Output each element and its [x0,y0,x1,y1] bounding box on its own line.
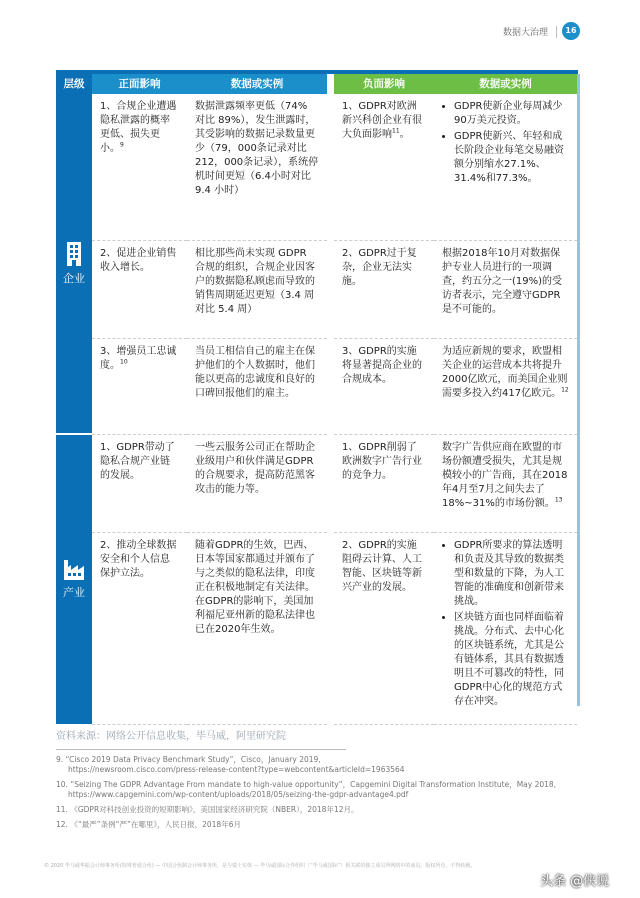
list-item: • GDPR所要求的算法透明和负责及其导致的数据类型和数量的下降，为人工智能的准确度和创新带来挑战。 [454,539,569,609]
negative-data-cell: 数字广告供应商在欧盟的市场份额遭受损失，尤其是规模较小的广告商，其在2018年4月至7月之间失去了18%~31%的市场份额。$^{13}$ [434,434,577,532]
factory-icon [62,558,86,580]
header-negative-data: 数据或实例 [434,74,577,94]
footnote-divider [56,749,346,750]
positive-impact-cell: 3、增强员工忠诚度。$^{10}$ [92,338,187,434]
header-level: 层级 [56,74,92,94]
negative-impact-cell: 2、GDPR过于复杂，企业无法实施。 [334,240,434,338]
table-row [56,240,577,338]
negative-impact-cell: 2、GDPR的实施阻碍云计算、人工智能、区块链等新兴产业的发展。 [334,532,434,724]
header-divider [556,26,557,38]
table-right-accent [577,74,580,706]
source-note: 资料来源：网络公开信息收集，毕马威，阿里研究院 [56,731,286,742]
positive-impact-cell: 2、促进企业销售收入增长。 [92,240,187,338]
footnote-url[interactable]: https://www.capgemini.com/wp-content/uploads/2018/05/seizing-the-gdpr-advantage4.pdf [68,790,409,799]
list-item: • GDPR使新兴、年轻和成长阶段企业每笔交易融资额分别缩水27.1%、31.4%和77.3%。 [454,130,569,186]
building-icon [65,240,83,266]
header-negative-impact: 负面影响 [334,74,434,94]
negative-data-cell [434,532,577,724]
gdpr-impact-table [56,74,577,725]
positive-data-cell: 当员工相信自己的雇主在保护他们的个人数据时，他们能以更高的忠诚度和良好的口碑回报他们的雇主。 [187,338,327,434]
list-item: • GDPR使新企业每周减少90万美元投资。 [454,100,569,128]
positive-data-cell: 一些云服务公司正在帮助企业级用户和伙伴满足GDPR的合规要求，提高防范黑客攻击的能力等。 [187,434,327,532]
page-number: 16 [562,22,580,40]
header-positive-impact: 正面影响 [92,74,187,94]
header-positive-data: 数据或实例 [187,74,327,94]
footnote-11: 11. 《GDPR对科技创业投资的短期影响》，美国国家经济研究院（NBER），2018年12月。 [56,805,359,814]
positive-data-cell: 数据泄露频率更低（74% 对比 89%），发生泄露时，其受影响的数据记录数量更少（79，000条记录对比212，000条记录），系统停机时间更短（6.4小时对比 9.4 小时） [187,94,327,240]
table-row [56,532,577,724]
table-row [56,338,577,434]
level-industry [56,434,92,724]
positive-impact-cell: 1、GDPR带动了隐私合规产业链的发展。 [92,434,187,532]
table-row [56,434,577,532]
negative-data-cell: 根据2018年10月对数据保护专业人员进行的一项调查，约五分之一(19%)的受访者表示，完全遵守GDPR是不可能的。 [434,240,577,338]
table-header-row [56,74,577,94]
positive-data-cell: 相比那些尚未实现 GDPR 合规的组织，合规企业因客户的数据隐私顾虑而导致的销售周期延迟更短（3.4 周对比 5.4 周） [187,240,327,338]
positive-data-cell: 随着GDPR的生效，巴西、日本等国家都通过并颁布了与之类似的隐私法律，印度正在积极地制定有关法律。在GDPR的影响下，美国加利福尼亚州新的隐私法律也已在2020年生效。 [187,532,327,724]
negative-data-cell: 为适应新规的要求，欧盟相关企业的运营成本共将提升2000亿欧元，而美国企业则需要多投入约417亿欧元。$^{12}$ [434,338,577,434]
footnote-12: 12. 《“最严”条例“严”在哪里》，人民日报，2018年6月 [56,820,241,829]
level-enterprise [56,94,92,434]
document-title: 数据大治理 [502,28,548,38]
footnote-10: 10. “Seizing The GDPR Advantage From mandate to high-value opportunity”，Capgemini Digital Transformation Institute，May 2018, https://www.capgemini.com/wp-content/uploads/2018/05/seizing-the-gdpr-advantage4.pdf [56,780,557,799]
negative-impact-cell: 3、GDPR的实施将显著提高企业的合规成本。 [334,338,434,434]
negative-impact-cell: 1、GDPR对欧洲新兴科创企业有很大负面影响$^{11}$。 [334,94,434,240]
footnote-url[interactable]: https://newsroom.cisco.com/press-release-content?type=webcontent&articleId=1963564 [68,765,405,774]
list-item: • 区块链方面也同样面临着挑战。分布式、去中心化的区块链系统，尤其是公有链体系，其具有数据透明且不可篡改的特性，同GDPR中心化的规范方式存在冲突。 [454,611,569,709]
copyright-notice: © 2020 毕马威华振会计师事务所(特殊普通合伙) — 中国合伙制会计师事务所，是与瑞士实体 — 毕马威国际合作组织（“毕马威国际”）相关联的独立成员所网络中的成员。版权所有，不得转载。 [44,863,476,869]
level-label-enterprise: 企业 [63,272,85,285]
negative-data-cell [434,94,577,240]
level-label-industry: 产业 [63,586,85,599]
footnote-9: 9. “Cisco 2019 Data Privacy Benchmark Study”，Cisco，January 2019, https://newsroom.cisco.com/press-release-content?type=webcontent&articleId=1963564 [56,755,405,774]
positive-impact-cell: 2、推动全球数据安全和个人信息保护立法。 [92,532,187,724]
positive-impact-cell: 1、合规企业遭遇隐私泄露的概率更低、损失更小。$^9$ [92,94,187,240]
watermark: 头条 @侠说 [540,874,610,889]
negative-impact-cell: 1、GDPR削弱了欧洲数字广告行业的竞争力。 [334,434,434,532]
table-row [56,94,577,240]
